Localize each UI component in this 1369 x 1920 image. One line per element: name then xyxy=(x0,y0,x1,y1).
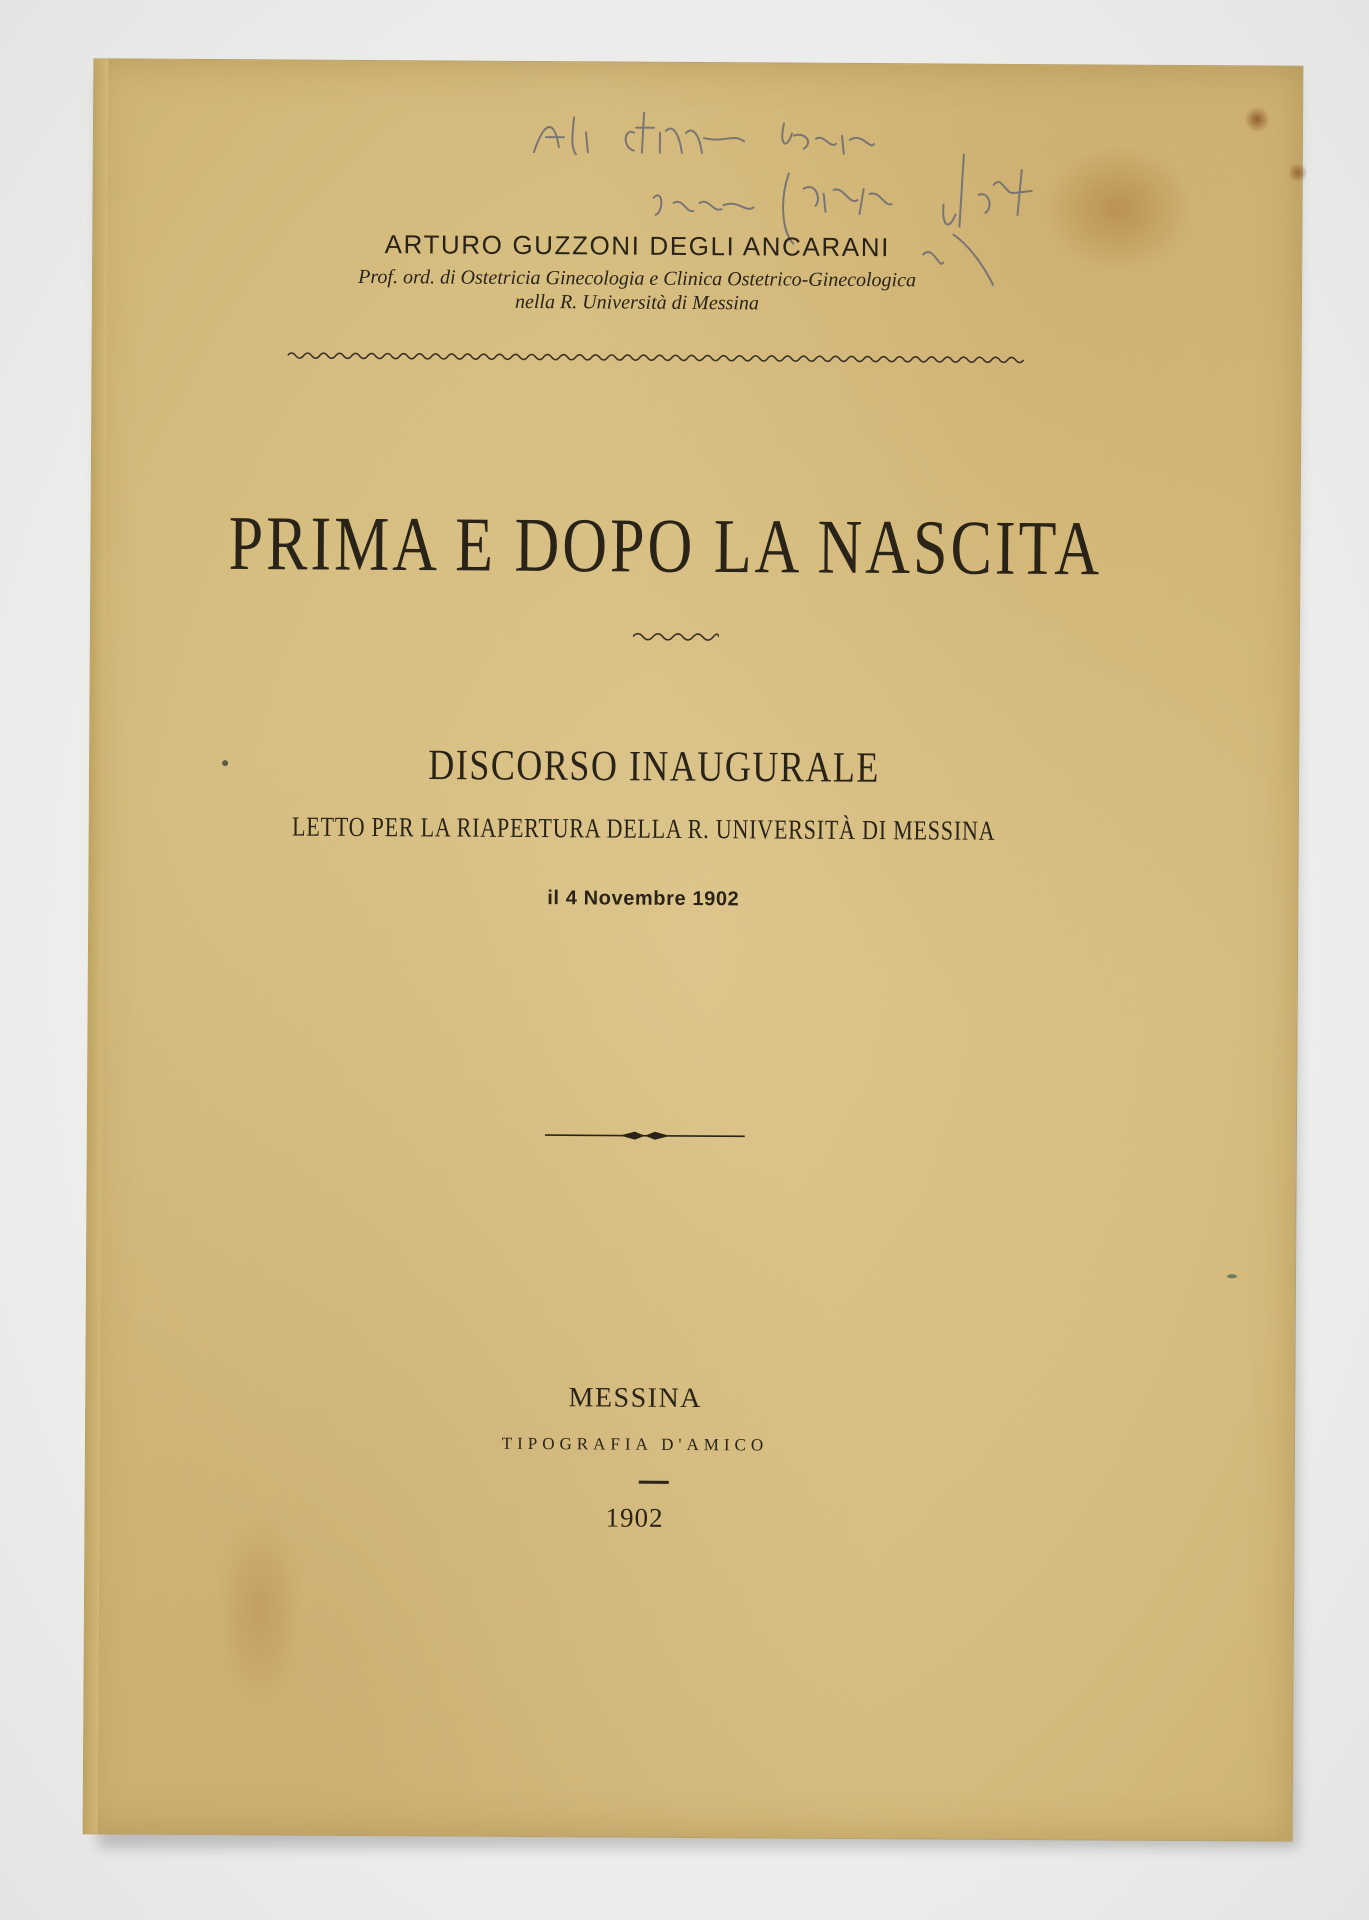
subtitle: DISCORSO INAUGURALE xyxy=(428,740,881,792)
main-title: PRIMA E DOPO LA NASCITA xyxy=(228,501,1103,592)
pamphlet-cover xyxy=(83,58,1304,1841)
occasion-line: LETTO PER LA RIAPERTURA DELLA R. UNIVERSITÀ DI MESSINA xyxy=(291,810,996,847)
short-rule xyxy=(639,1481,669,1484)
publication-city: MESSINA xyxy=(568,1382,703,1415)
title-ornament xyxy=(633,631,719,644)
author-name: ARTURO GUZZONI DEGLI ANCARANI xyxy=(384,229,891,263)
speck xyxy=(1227,1274,1237,1278)
lecture-date: il 4 Novembre 1902 xyxy=(547,887,740,911)
wavy-divider xyxy=(288,349,1028,368)
foxing-spot xyxy=(1289,162,1307,184)
publication-year: 1902 xyxy=(605,1502,664,1533)
affiliation-line: Prof. ord. di Ostetricia Ginecologia e Clinica Ostetrico-Ginecologica xyxy=(358,265,917,292)
ornamental-rule xyxy=(545,1128,745,1143)
author-affiliation xyxy=(33,263,1241,318)
affiliation-line: nella R. Università di Messina xyxy=(514,290,759,315)
age-stain xyxy=(214,1510,305,1711)
printer-name: TIPOGRAFIA D'AMICO xyxy=(501,1433,769,1455)
